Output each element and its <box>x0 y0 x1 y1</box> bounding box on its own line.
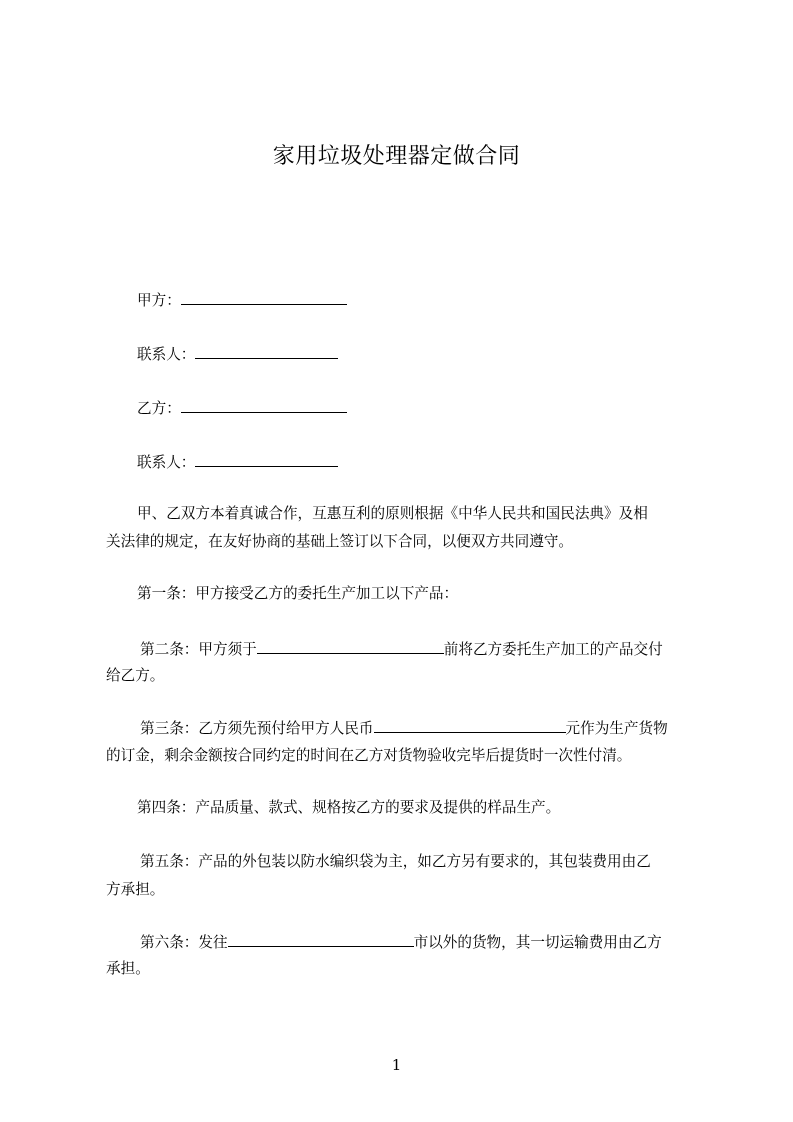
article-6-city-blank-part-1[interactable] <box>228 931 310 947</box>
article-2-suffix: 前将乙方委托生产加工的产品交付 <box>443 641 663 658</box>
party-b-line <box>137 397 347 420</box>
party-b-blank[interactable] <box>181 397 347 413</box>
article-3-amount-blank[interactable] <box>374 717 566 733</box>
contact-a-blank[interactable] <box>195 343 338 359</box>
article-5-line-1: 第五条：产品的外包装以防水编织袋为主，如乙方另有要求的，其包装费用由乙 <box>140 853 651 870</box>
article-6-suffix: 市以外的货物，其一切运输费用由乙方 <box>413 934 662 951</box>
article-2-line-1 <box>140 638 663 661</box>
contact-a-line <box>137 343 338 366</box>
article-3-line-1 <box>140 717 668 740</box>
contact-b-label: 联系人： <box>137 454 196 471</box>
document-title: 家用垃圾处理器定做合同 <box>272 144 521 169</box>
party-a-line <box>137 289 347 312</box>
contact-b-line <box>137 451 338 474</box>
article-2-date-blank-part-1[interactable] <box>257 638 326 654</box>
article-6-line-1 <box>140 931 662 954</box>
party-b-label: 乙方： <box>137 400 181 417</box>
contact-a-label: 联系人： <box>137 346 196 363</box>
article-1: 第一条：甲方接受乙方的委托生产加工以下产品： <box>137 585 459 602</box>
intro-paragraph-line-2: 关法律的规定，在友好协商的基础上签订以下合同，以便双方共同遵守。 <box>106 533 574 550</box>
intro-paragraph-line-1: 甲、乙双方本着真诚合作，互惠互利的原则根据《中华人民共和国民法典》及相 <box>137 505 648 522</box>
article-6-prefix: 第六条：发往 <box>140 934 228 951</box>
party-a-blank[interactable] <box>181 289 347 305</box>
article-3-suffix: 元作为生产货物 <box>565 720 668 737</box>
article-3-line-2: 的订金，剩余金额按合同约定的时间在乙方对货物验收完毕后提货时一次性付清。 <box>106 747 632 764</box>
article-4: 第四条：产品质量、款式、规格按乙方的要求及提供的样品生产。 <box>137 799 561 816</box>
contact-b-blank[interactable] <box>195 451 338 467</box>
page-number: 1 <box>391 1056 402 1074</box>
article-5-line-2: 方承担。 <box>106 881 165 898</box>
article-3-prefix: 第三条：乙方须先预付给甲方人民币 <box>140 720 374 737</box>
article-6-line-2: 承担。 <box>106 960 150 977</box>
article-2-date-blank-part-2[interactable] <box>326 638 444 654</box>
party-a-label: 甲方： <box>137 292 181 309</box>
article-6-city-blank-part-2[interactable] <box>310 931 414 947</box>
article-2-prefix: 第二条：甲方须于 <box>140 641 257 658</box>
article-2-line-2: 给乙方。 <box>106 667 165 684</box>
